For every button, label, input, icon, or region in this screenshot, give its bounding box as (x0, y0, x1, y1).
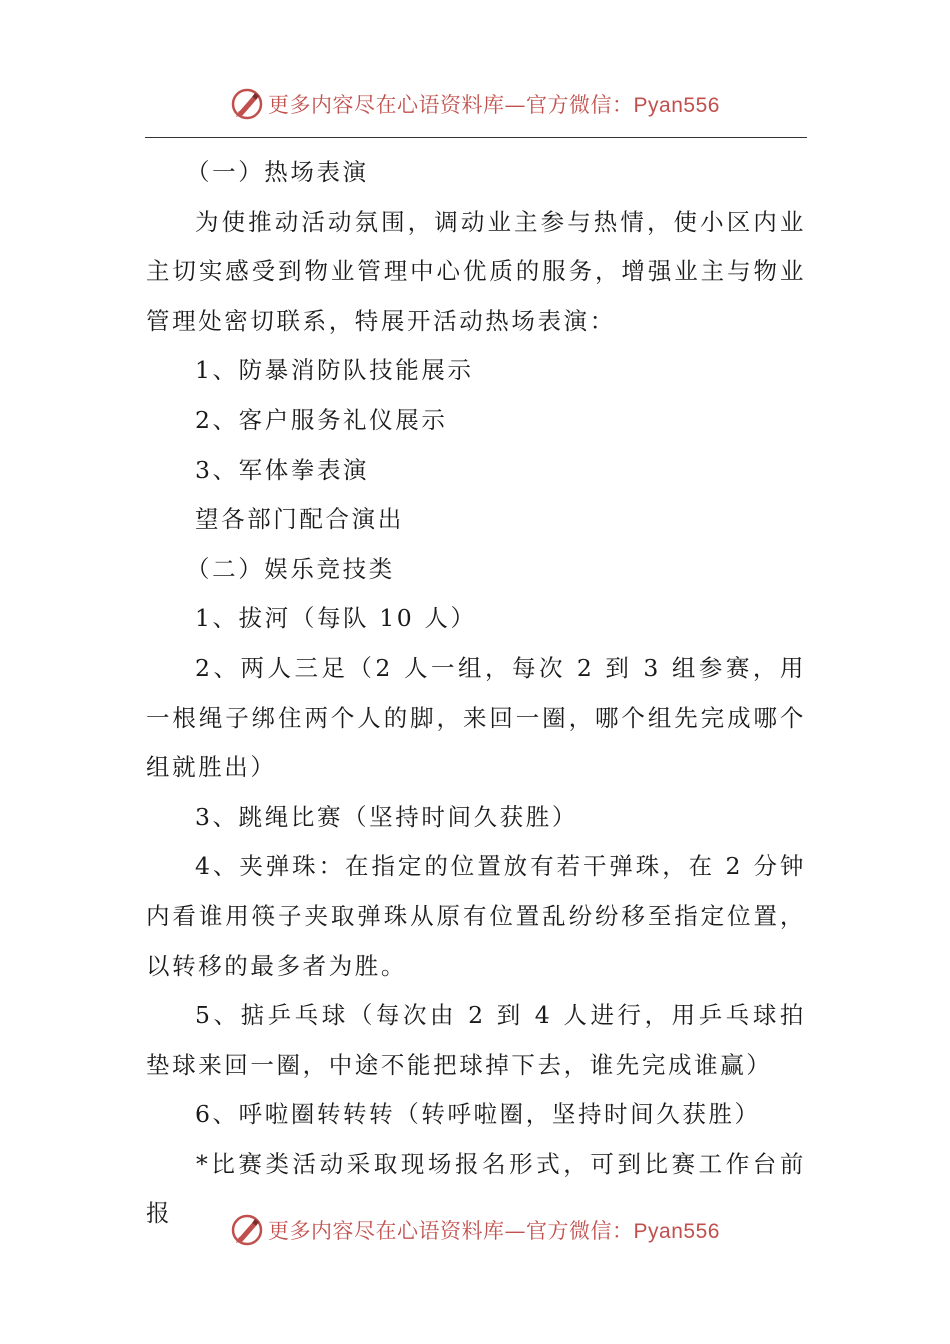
list-item: 4、夹弹珠：在指定的位置放有若干弹珠，在 2 分钟内看谁用筷子夹取弹珠从原有位置乱纷纷移至指定位置，以转移的最多者为胜。 (146, 852, 806, 980)
header-banner (0, 82, 950, 126)
list-item: 1、防暴消防队技能展示 (195, 356, 474, 385)
header-wechat-id: Pyan556 (633, 94, 720, 117)
list-item: 2、两人三足（2 人一组，每次 2 到 3 组参赛，用一根绳子绑住两个人的脚，来回一圈，哪个组先完成哪个组就胜出） (146, 653, 806, 782)
header-divider (145, 137, 807, 138)
paragraph-note: 望各部门配合演出 (195, 505, 404, 534)
paragraph-intro: 为使推动活动氛围，调动业主参与热情，使小区内业主切实感受到物业管理中心优质的服务，增强业主与物业管理处密切联系，特展开活动热场表演： (146, 207, 806, 335)
list-item: 1、拔河（每队 10 人） (195, 604, 477, 633)
paragraph-footnote: *比赛类活动采取现场报名形式，可到比赛工作台前报 (146, 1149, 806, 1228)
list-item: 5、掂乒乓球（每次由 2 到 4 人进行，用乒乓球拍垫球来回一圈，中途不能把球掉下去，谁先完成谁赢） (146, 1001, 806, 1079)
header-banner-text: 更多内容尽在心语资料库—官方微信：Pyan556 (268, 93, 720, 117)
document-body (146, 148, 806, 1239)
section-heading-games: （二）娱乐竞技类 (186, 554, 395, 583)
list-item: 6、呼啦圈转转转（转呼啦圈，坚持时间久获胜） (195, 1100, 761, 1129)
footer-wechat-id: Pyan556 (633, 1220, 720, 1243)
pen-logo-icon (230, 87, 264, 121)
list-item: 3、跳绳比赛（坚持时间久获胜） (195, 802, 578, 831)
footer-banner (0, 1208, 950, 1252)
list-item: 2、客户服务礼仪展示 (195, 405, 448, 434)
section-heading-warmup: （一）热场表演 (186, 158, 369, 186)
list-item: 3、军体拳表演 (195, 455, 370, 484)
pen-logo-icon (230, 1213, 264, 1247)
footer-banner-text: 更多内容尽在心语资料库—官方微信：Pyan556 (268, 1219, 720, 1243)
